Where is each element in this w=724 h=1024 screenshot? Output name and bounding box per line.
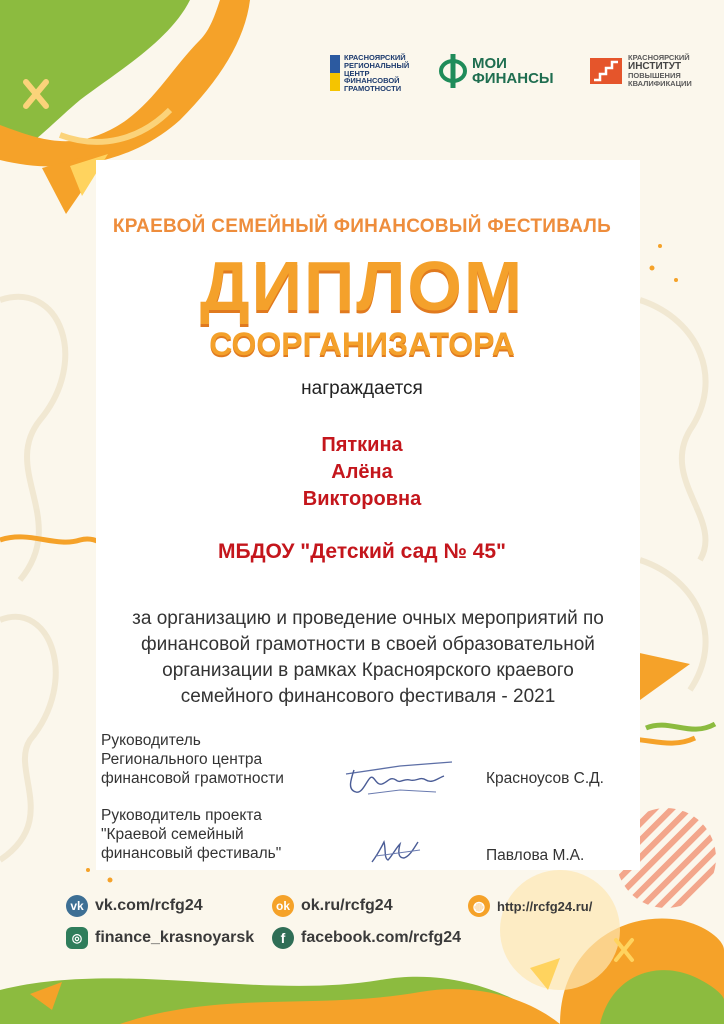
reason-line: организации в рамках Красноярского краевого — [162, 660, 574, 681]
recipient-patronymic: Викторовна — [302, 488, 422, 510]
vk-icon: vk — [66, 895, 88, 917]
instagram-link[interactable]: finance_krasnoyarsk — [95, 929, 255, 946]
instagram-icon: ◎ — [66, 927, 88, 949]
institute-line: ИНСТИТУТ — [628, 61, 682, 72]
logo-institute — [588, 54, 692, 88]
awarded-label: награждается — [301, 378, 423, 399]
social-ok[interactable] — [272, 895, 393, 917]
signature-1-handwriting — [340, 756, 460, 800]
ok-link[interactable]: ok.ru/rcfg24 — [301, 897, 393, 914]
recipient-surname: Пяткина — [321, 434, 403, 456]
reason-line: за организацию и проведение очных мероприятий по — [132, 608, 604, 629]
signature-title-line: финансовой грамотности — [101, 770, 284, 787]
stairs-logo-icon — [588, 54, 624, 88]
krcfg-line: ЦЕНТР — [344, 68, 370, 78]
krcfg-line: ФИНАНСОВОЙ — [344, 76, 400, 86]
signature-1-title — [101, 731, 284, 788]
signature-title-line: Руководитель проекта — [101, 807, 262, 824]
signature-title-line: "Краевой семейный — [101, 826, 244, 843]
krcfg-line: КРАСНОЯРСКИЙ — [344, 53, 406, 62]
site-link[interactable]: http://rcfg24.ru/ — [497, 898, 593, 914]
signature-title-line: Регионального центра — [101, 751, 263, 768]
institute-line: ПОВЫШЕНИЯ — [628, 71, 681, 80]
institute-line: КРАСНОЯРСКИЙ — [628, 53, 690, 62]
award-reason — [96, 606, 640, 710]
signature-2-handwriting — [368, 836, 428, 868]
ok-icon: ok — [272, 895, 294, 917]
signature-2-name: Павлова М.А. — [486, 847, 585, 864]
facebook-icon: f — [272, 927, 294, 949]
signature-1-name: Красноусов С.Д. — [486, 770, 604, 787]
krcfg-line: РЕГИОНАЛЬНЫЙ — [344, 60, 410, 70]
moi-finansy-line: ФИНАНСЫ — [472, 70, 554, 87]
diploma-subtitle: СООРГАНИЗАТОРА — [209, 326, 515, 362]
social-facebook[interactable] — [272, 927, 461, 949]
globe-icon: ◍ — [468, 895, 490, 917]
reason-line: семейного финансового фестиваля - 2021 — [180, 686, 556, 707]
social-vk[interactable] — [66, 895, 203, 917]
reason-line: финансовой грамотности в своей образовательной — [141, 634, 595, 655]
institute-line: КВАЛИФИКАЦИИ — [628, 79, 692, 88]
logo-krcfg — [330, 54, 409, 93]
krcfg-line: ГРАМОТНОСТИ — [344, 84, 402, 94]
logo-moi-finansy — [438, 52, 554, 90]
moi-finansy-line: МОИ — [472, 55, 507, 72]
recipient-first-name: Алёна — [331, 461, 393, 483]
diploma-title: ДИПЛОМ — [199, 247, 525, 325]
recipient-organization: МБДОУ "Детский сад № 45" — [217, 540, 507, 563]
social-site[interactable] — [468, 895, 592, 917]
phi-logo-icon — [438, 52, 468, 90]
signature-title-line: Руководитель — [101, 732, 201, 749]
signature-title-line: финансовый фестиваль" — [101, 845, 282, 862]
vk-link[interactable]: vk.com/rcfg24 — [95, 897, 203, 914]
signature-2-title — [101, 806, 281, 863]
social-instagram[interactable] — [66, 927, 254, 949]
festival-title: КРАЕВОЙ СЕМЕЙНЫЙ ФИНАНСОВЫЙ ФЕСТИВАЛЬ — [112, 216, 612, 237]
krcfg-emblem-icon — [330, 55, 340, 91]
facebook-link[interactable]: facebook.com/rcfg24 — [301, 929, 462, 946]
